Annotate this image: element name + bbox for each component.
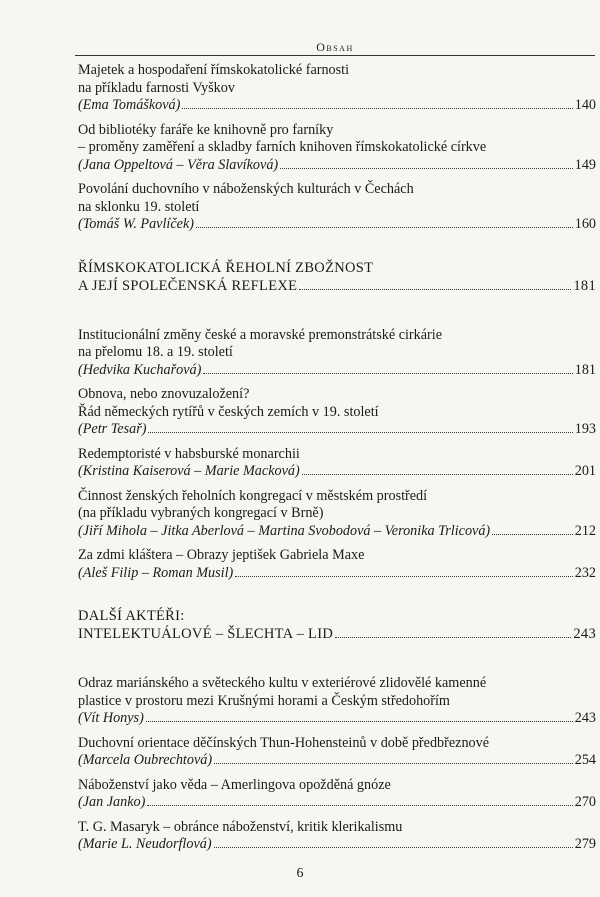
toc-page-number: 181 — [573, 277, 596, 294]
toc-page-number: 232 — [574, 564, 596, 581]
toc-entry — [78, 777, 596, 812]
toc-author: (Ema Tomášková) — [78, 97, 181, 113]
dot-leader — [182, 108, 572, 109]
toc-entry — [78, 386, 596, 439]
running-header: Obsah — [316, 40, 354, 54]
dot-leader — [235, 576, 572, 577]
toc-author: (Aleš Filip – Roman Musil) — [78, 564, 234, 581]
dot-leader — [146, 721, 573, 722]
toc-section — [78, 259, 596, 295]
dot-leader — [214, 763, 573, 764]
toc-section — [78, 607, 596, 643]
toc-entry — [78, 735, 596, 770]
toc-page-number: 193 — [574, 421, 596, 437]
toc-section-title: INTELEKTUÁLOVÉ – ŠLECHTA – LID — [78, 626, 334, 642]
toc-title-line: Náboženství jako věda – Amerlingova opožděná gnóze — [78, 776, 391, 793]
toc-author: (Tomáš W. Pavlíček) — [78, 216, 194, 232]
toc-page-number: 149 — [574, 156, 596, 173]
dot-leader — [147, 805, 572, 806]
toc-page-number: 243 — [574, 710, 596, 726]
toc-entry — [78, 122, 596, 175]
toc-page-number: 212 — [574, 522, 596, 539]
toc-entry — [78, 488, 596, 541]
toc-title-line: ŘÍMSKOKATOLICKÁ ŘEHOLNÍ ZBOŽNOST — [78, 259, 374, 276]
dot-leader — [280, 168, 573, 169]
toc-title-line: Odraz mariánského a světeckého kultu v exteriérové zlidovělé kamenné — [78, 675, 487, 691]
toc-page-number: 201 — [574, 463, 596, 479]
header-rule — [75, 55, 595, 56]
toc-author: (Petr Tesař) — [78, 421, 147, 437]
toc-title-line: – proměny zaměření a skladby farních knihoven římskokatolické církve — [78, 139, 487, 155]
toc-entry — [78, 62, 596, 115]
toc-author: (Jan Janko) — [78, 794, 146, 810]
toc-page-number: 140 — [574, 97, 596, 113]
toc-title-line: Obnova, nebo znovuzaložení? — [78, 386, 250, 402]
toc-page-number: 279 — [574, 836, 596, 852]
toc-title-line: T. G. Masaryk – obránce náboženství, kritik klerikalismu — [78, 818, 403, 835]
toc-title-line: Redemptoristé v habsburské monarchii — [78, 445, 300, 462]
toc-entry — [78, 675, 596, 728]
toc-author: (Hedvika Kuchařová) — [78, 361, 202, 378]
toc-entry — [78, 181, 596, 234]
dot-leader — [214, 847, 573, 848]
toc-title-line: (na příkladu vybraných kongregací v Brně) — [78, 505, 324, 521]
toc-title-line: Řád německých rytířů v českých zemích v 19. století — [78, 403, 379, 420]
toc-author: (Marcela Oubrechtová) — [78, 752, 213, 768]
toc-page-number: 254 — [574, 752, 596, 768]
toc-author: (Jiří Mihola – Jitka Aberlová – Martina Svobodová – Veronika Trlicová) — [78, 522, 491, 539]
toc-title-line: na příkladu farnosti Vyškov — [78, 79, 235, 96]
table-of-contents — [78, 62, 596, 854]
toc-page-number: 270 — [574, 794, 596, 810]
dot-leader — [299, 289, 571, 290]
toc-page-number: 243 — [573, 626, 596, 642]
toc-entry — [78, 446, 596, 481]
toc-author: (Jana Oppeltová – Věra Slavíková) — [78, 156, 279, 173]
toc-entry — [78, 547, 596, 582]
toc-author: (Kristina Kaiserová – Marie Macková) — [78, 463, 300, 479]
page-number: 6 — [296, 866, 304, 881]
toc-page-number: 181 — [574, 361, 596, 378]
toc-title-line: Činnost ženských řeholních kongregací v městském prostředí — [78, 487, 428, 504]
toc-title-line: DALŠÍ AKTÉŘI: — [78, 608, 185, 624]
toc-title-line: Duchovní orientace děčínských Thun-Hohensteinů v době předbřeznové — [78, 734, 490, 751]
toc-title-line: plastice v prostoru mezi Krušnými horami a Českým středohořím — [78, 692, 450, 709]
toc-author: (Vít Honys) — [78, 710, 144, 726]
dot-leader — [148, 432, 572, 433]
toc-author: (Marie L. Neudorflová) — [78, 836, 212, 852]
toc-entry — [78, 819, 596, 854]
dot-leader — [492, 534, 573, 535]
toc-title-line: Za zdmi kláštera – Obrazy jeptišek Gabriela Maxe — [78, 547, 365, 563]
dot-leader — [335, 637, 571, 638]
dot-leader — [302, 474, 573, 475]
toc-title-line: na přelomu 18. a 19. století — [78, 344, 233, 360]
toc-page-number: 160 — [574, 216, 596, 232]
dot-leader — [196, 227, 573, 228]
toc-title-line: Od bibliotéky faráře ke knihovně pro farníky — [78, 121, 334, 138]
toc-section-title: A JEJÍ SPOLEČENSKÁ REFLEXE — [78, 277, 298, 294]
toc-entry — [78, 327, 596, 380]
toc-title-line: Institucionální změny české a moravské premonstrátské cirkárie — [78, 326, 443, 343]
toc-title-line: Majetek a hospodaření římskokatolické farnosti — [78, 62, 350, 78]
dot-leader — [203, 373, 572, 374]
toc-title-line: Povolání duchovního v náboženských kulturách v Čechách — [78, 181, 414, 197]
toc-title-line: na sklonku 19. století — [78, 198, 200, 215]
